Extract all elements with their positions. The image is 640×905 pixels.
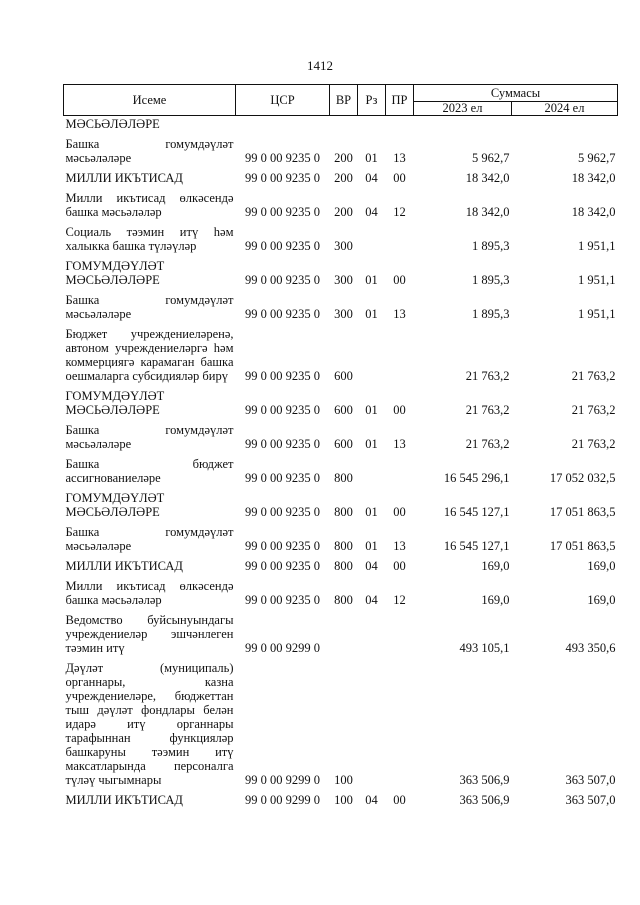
row-vr: 300: [334, 273, 353, 287]
row-pr: 13: [393, 437, 406, 451]
row-pr: 00: [393, 273, 406, 287]
row-amount-2023: 18 342,0: [465, 205, 510, 219]
table-row: [64, 790, 618, 810]
row-csr: 99 0 00 9235 0: [245, 403, 320, 417]
row-vr: 200: [334, 171, 353, 185]
row-name: Бюджет учреждениеләренә, автоном учреждениеләргә һәм коммерциягә карамаган башка оешмаларга субсидияләр бирү: [65, 327, 234, 383]
row-vr: [330, 610, 358, 658]
row-amount-2024: 21 763,2: [571, 403, 616, 417]
row-csr: 99 0 00 9299 0: [245, 793, 320, 807]
row-amount-2023: 18 342,0: [465, 171, 510, 185]
row-amount-2023: 1 895,3: [472, 273, 510, 287]
row-rz: 04: [365, 593, 378, 607]
row-vr: 200: [334, 151, 353, 165]
row-amount-2024: 363 507,0: [565, 793, 616, 807]
row-rz: 04: [365, 793, 378, 807]
row-csr: 99 0 00 9299 0: [245, 773, 320, 787]
row-pr: 13: [393, 151, 406, 165]
row-csr: 99 0 00 9235 0: [245, 593, 320, 607]
row-csr: 99 0 00 9299 0: [245, 641, 320, 655]
table-row: [64, 576, 618, 610]
row-name: МИЛЛИ ИКЪТИСАД: [65, 171, 183, 185]
header-csr: ЦСР: [236, 85, 330, 116]
header-year-2024: 2024 ел: [512, 102, 618, 116]
table-row: [64, 454, 618, 488]
row-rz: 04: [365, 205, 378, 219]
table-row: [64, 188, 618, 222]
row-vr: [330, 116, 358, 135]
row-csr: 99 0 00 9235 0: [245, 471, 320, 485]
row-vr: 100: [334, 793, 353, 807]
row-amount-2023: 16 545 296,1: [443, 471, 510, 485]
row-csr: 99 0 00 9235 0: [245, 171, 320, 185]
row-pr: [386, 658, 414, 790]
row-name: МӘСЬӘЛӘЛӘРЕ: [65, 117, 160, 131]
row-pr: 12: [393, 593, 406, 607]
row-name: Ведомство буйсынуындагы учреждениеләр эшчәнлеген тәэмин итү: [65, 613, 234, 655]
row-name: ГОМУМДӘҮЛӘТ МӘСЬӘЛӘЛӘРЕ: [65, 491, 165, 519]
row-rz: [358, 610, 386, 658]
row-pr: 13: [393, 539, 406, 553]
header-pr: ПР: [386, 85, 414, 116]
row-amount-2024: 5 962,7: [578, 151, 616, 165]
table-row: [64, 386, 618, 420]
row-rz: [358, 116, 386, 135]
row-pr: 00: [393, 559, 406, 573]
row-name: МИЛЛИ ИКЪТИСАД: [65, 559, 183, 573]
header-sums: Суммасы: [414, 85, 618, 102]
row-csr: 99 0 00 9235 0: [245, 307, 320, 321]
table-row: [64, 610, 618, 658]
header-name: Исеме: [64, 85, 236, 116]
row-vr: 600: [334, 369, 353, 383]
row-amount-2024: 18 342,0: [571, 171, 616, 185]
row-vr: 800: [334, 539, 353, 553]
row-rz: 01: [365, 505, 378, 519]
row-amount-2023: 1 895,3: [472, 307, 510, 321]
table-row: [64, 324, 618, 386]
row-csr: 99 0 00 9235 0: [245, 559, 320, 573]
row-csr: 99 0 00 9235 0: [245, 437, 320, 451]
page-number: 1412: [307, 58, 333, 73]
row-vr: 800: [334, 471, 353, 485]
row-csr: 99 0 00 9235 0: [245, 273, 320, 287]
row-csr: 99 0 00 9235 0: [245, 505, 320, 519]
row-name: Милли икътисад өлкәсендә башка мәсьәләләр: [65, 191, 234, 219]
row-csr: 99 0 00 9235 0: [245, 239, 320, 253]
row-csr: 99 0 00 9235 0: [245, 151, 320, 165]
row-amount-2023: 1 895,3: [472, 239, 510, 253]
table-row: [64, 488, 618, 522]
table-row: [64, 658, 618, 790]
row-name: Башка бюджет ассигнованиеләре: [65, 457, 234, 485]
row-name: Дәүләт (муниципаль) органнары, казна учреждениеләре, бюджеттан тыш дәүләт фондлары белән идарә итү органнары тарафыннан функцияләр башкаруны тәэмин итү максатларында персоналга түләү чыгымнары: [65, 661, 234, 787]
row-amount-2024: 1 951,1: [578, 239, 616, 253]
table-row: [64, 134, 618, 168]
row-rz: 01: [365, 437, 378, 451]
table-row: [64, 168, 618, 188]
row-vr: 200: [334, 205, 353, 219]
row-pr: [386, 222, 414, 256]
row-name: Милли икътисад өлкәсендә башка мәсьәләләр: [65, 579, 234, 607]
table-row: [64, 556, 618, 576]
row-amount-2024: 169,0: [587, 559, 616, 573]
row-vr: 100: [334, 773, 353, 787]
row-amount-2024: 493 350,6: [565, 641, 616, 655]
row-pr: 00: [393, 505, 406, 519]
row-amount-2023: 493 105,1: [459, 641, 510, 655]
row-vr: 600: [334, 403, 353, 417]
row-amount-2024: [512, 116, 618, 135]
row-csr: 99 0 00 9235 0: [245, 539, 320, 553]
row-pr: [386, 324, 414, 386]
header-rz: Рз: [358, 85, 386, 116]
row-amount-2024: 17 051 863,5: [549, 539, 616, 553]
row-amount-2024: 1 951,1: [578, 307, 616, 321]
row-rz: [358, 222, 386, 256]
table-row: [64, 522, 618, 556]
row-rz: 01: [365, 539, 378, 553]
row-amount-2023: 169,0: [481, 559, 510, 573]
row-amount-2024: 17 052 032,5: [549, 471, 616, 485]
row-name: Социаль тәэмин итү һәм халыкка башка түләүләр: [65, 225, 234, 253]
row-amount-2023: 363 506,9: [459, 793, 510, 807]
row-rz: 01: [365, 273, 378, 287]
row-amount-2023: 169,0: [481, 593, 510, 607]
row-vr: 800: [334, 593, 353, 607]
row-amount-2023: 363 506,9: [459, 773, 510, 787]
row-vr: 300: [334, 307, 353, 321]
table-row: [64, 420, 618, 454]
header-year-2023: 2023 ел: [414, 102, 512, 116]
row-amount-2023: 5 962,7: [472, 151, 510, 165]
table-row: [64, 256, 618, 290]
row-pr: [386, 610, 414, 658]
row-amount-2024: 18 342,0: [571, 205, 616, 219]
row-vr: 800: [334, 559, 353, 573]
row-amount-2023: 21 763,2: [465, 369, 510, 383]
row-pr: [386, 116, 414, 135]
row-name: Башка гомумдәүләт мәсьәләләре: [65, 423, 234, 451]
table-body: [64, 116, 618, 811]
table-row: [64, 116, 618, 135]
row-pr: 00: [393, 171, 406, 185]
row-vr: 600: [334, 437, 353, 451]
row-rz: [358, 324, 386, 386]
row-csr: [236, 116, 330, 135]
row-pr: 12: [393, 205, 406, 219]
row-csr: 99 0 00 9235 0: [245, 205, 320, 219]
row-amount-2024: 169,0: [587, 593, 616, 607]
row-amount-2024: 17 051 863,5: [549, 505, 616, 519]
row-rz: 04: [365, 559, 378, 573]
header-vr: ВР: [330, 85, 358, 116]
row-name: ГОМУМДӘҮЛӘТ МӘСЬӘЛӘЛӘРЕ: [65, 259, 165, 287]
row-rz: [358, 454, 386, 488]
row-pr: 00: [393, 793, 406, 807]
row-rz: 04: [365, 171, 378, 185]
row-name: ГОМУМДӘҮЛӘТ МӘСЬӘЛӘЛӘРЕ: [65, 389, 165, 417]
row-rz: [358, 658, 386, 790]
budget-table: [63, 84, 618, 810]
row-vr: 300: [334, 239, 353, 253]
row-amount-2023: 16 545 127,1: [443, 539, 510, 553]
row-amount-2024: 363 507,0: [565, 773, 616, 787]
row-amount-2024: 21 763,2: [571, 437, 616, 451]
row-rz: 01: [365, 151, 378, 165]
row-amount-2024: 21 763,2: [571, 369, 616, 383]
row-amount-2024: 1 951,1: [578, 273, 616, 287]
row-pr: 13: [393, 307, 406, 321]
row-rz: 01: [365, 307, 378, 321]
table-row: [64, 290, 618, 324]
row-name: МИЛЛИ ИКЪТИСАД: [65, 793, 183, 807]
table-row: [64, 222, 618, 256]
row-pr: 00: [393, 403, 406, 417]
row-name: Башка гомумдәүләт мәсьәләләре: [65, 293, 234, 321]
row-amount-2023: 16 545 127,1: [443, 505, 510, 519]
row-name: Башка гомумдәүләт мәсьәләләре: [65, 525, 234, 553]
row-name: Башка гомумдәүләт мәсьәләләре: [65, 137, 234, 165]
row-vr: 800: [334, 505, 353, 519]
row-amount-2023: 21 763,2: [465, 437, 510, 451]
row-amount-2023: [414, 116, 512, 135]
row-csr: 99 0 00 9235 0: [245, 369, 320, 383]
row-amount-2023: 21 763,2: [465, 403, 510, 417]
row-rz: 01: [365, 403, 378, 417]
row-pr: [386, 454, 414, 488]
